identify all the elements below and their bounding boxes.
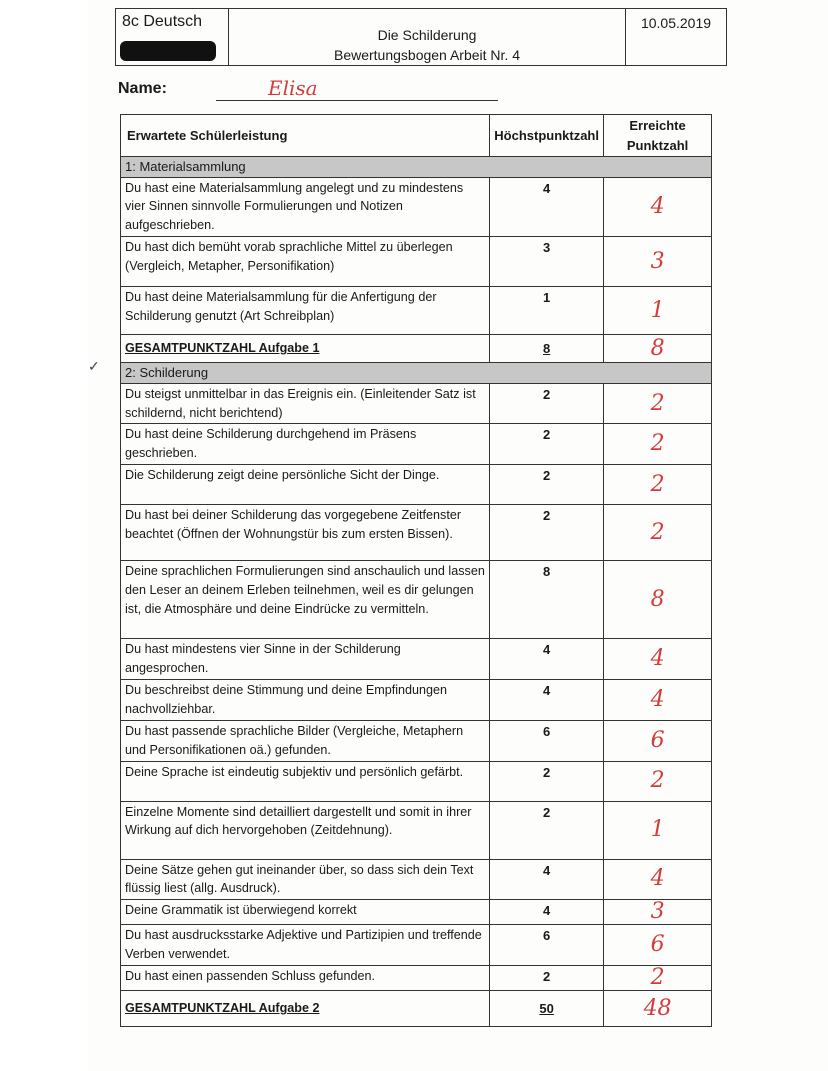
max-points: 1 (490, 287, 604, 335)
achieved-points: 8 (604, 561, 712, 639)
achieved-points: 4 (604, 177, 712, 237)
achieved-points: 2 (604, 966, 712, 991)
name-row (118, 76, 498, 104)
criterion-row (121, 505, 712, 561)
criterion-text: Du hast dich bemüht vorab sprachliche Mittel zu überlegen (Vergleich, Metapher, Personifikation) (121, 237, 490, 287)
class-label: 8c Deutsch (122, 13, 203, 30)
criterion-row (121, 561, 712, 639)
achieved-points: 1 (604, 801, 712, 859)
achieved-points: 2 (604, 761, 712, 801)
criterion-text: Du steigst unmittelbar in das Ereignis ein. (Einleitender Satz ist schildernd, nicht berichtend) (121, 383, 490, 424)
total-label: GESAMTPUNKTZAHL Aufgabe 1 (121, 335, 490, 363)
date-cell (625, 9, 726, 65)
criterion-text: Du hast ausdrucksstarke Adjektive und Partizipien und treffende Verben verwendet. (121, 925, 490, 966)
criterion-row (121, 465, 712, 505)
section-row (121, 363, 712, 384)
max-points: 2 (490, 505, 604, 561)
max-points: 2 (490, 383, 604, 424)
max-points: 4 (490, 177, 604, 237)
max-points: 4 (490, 859, 604, 900)
total-max: 8 (490, 335, 604, 363)
criterion-row (121, 287, 712, 335)
total-row (121, 335, 712, 363)
redaction-mark (120, 41, 216, 61)
criterion-text: Deine Sätze gehen gut ineinander über, so dass sich dein Text flüssig liest (allg. Ausdruck). (121, 859, 490, 900)
criterion-text: Du hast bei deiner Schilderung das vorgegebene Zeitfenster beachtet (Öffnen der Wohnungstür bis zum ersten Bissen). (121, 505, 490, 561)
criterion-row (121, 424, 712, 465)
total-label: GESAMTPUNKTZAHL Aufgabe 2 (121, 991, 490, 1027)
max-points: 2 (490, 424, 604, 465)
criterion-text: Du hast passende sprachliche Bilder (Vergleiche, Metaphern und Personifikationen oä.) gefunden. (121, 720, 490, 761)
header-achieved: Erreichte Punktzahl (604, 115, 712, 157)
max-points: 2 (490, 966, 604, 991)
section-title: 2: Schilderung (121, 363, 712, 384)
criterion-row (121, 900, 712, 925)
max-points: 4 (490, 680, 604, 721)
achieved-points: 2 (604, 505, 712, 561)
criterion-text: Du hast deine Materialsammlung für die Anfertigung der Schilderung genutzt (Art Schreibplan) (121, 287, 490, 335)
criterion-row (121, 966, 712, 991)
criterion-row (121, 177, 712, 237)
achieved-points: 2 (604, 465, 712, 505)
section-row (121, 157, 712, 178)
criterion-row (121, 925, 712, 966)
max-points: 6 (490, 720, 604, 761)
student-name: Elisa (268, 76, 318, 100)
criterion-row (121, 383, 712, 424)
criterion-row (121, 237, 712, 287)
criterion-text: Deine sprachlichen Formulierungen sind anschaulich und lassen den Leser an deinem Erleben teilnehmen, weil es dir gelungen ist, die Atmosphäre und deine Eindrücke zu vermitteln. (121, 561, 490, 639)
achieved-points: 3 (604, 237, 712, 287)
criterion-text: Die Schilderung zeigt deine persönliche Sicht der Dinge. (121, 465, 490, 505)
name-underline (216, 100, 498, 101)
achieved-points: 4 (604, 859, 712, 900)
name-label: Name: (118, 80, 167, 97)
total-achieved: 8 (604, 335, 712, 363)
achieved-points: 4 (604, 639, 712, 680)
total-row (121, 991, 712, 1027)
document-subtitle: Bewertungsbogen Arbeit Nr. 4 (333, 47, 520, 63)
criterion-row (121, 639, 712, 680)
achieved-points: 2 (604, 424, 712, 465)
criterion-text: Einzelne Momente sind detailliert dargestellt und somit in ihrer Wirkung auf dich hervorgehoben (Zeitdehnung). (121, 801, 490, 859)
grading-table (120, 114, 712, 1027)
document-title: Die Schilderung (377, 27, 477, 43)
achieved-points: 4 (604, 680, 712, 721)
criterion-text: Du beschreibst deine Stimmung und deine Empfindungen nachvollziehbar. (121, 680, 490, 721)
criterion-text: Du hast deine Schilderung durchgehend im Präsens geschrieben. (121, 424, 490, 465)
criterion-text: Du hast mindestens vier Sinne in der Schilderung angesprochen. (121, 639, 490, 680)
header-criteria: Erwartete Schülerleistung (121, 115, 490, 157)
criterion-row (121, 680, 712, 721)
max-points: 4 (490, 639, 604, 680)
achieved-points: 6 (604, 925, 712, 966)
max-points: 3 (490, 237, 604, 287)
total-achieved: 48 (604, 991, 712, 1027)
max-points: 6 (490, 925, 604, 966)
title-cell (229, 9, 625, 65)
section-title: 1: Materialsammlung (121, 157, 712, 178)
achieved-points: 6 (604, 720, 712, 761)
criterion-row (121, 801, 712, 859)
criterion-row (121, 720, 712, 761)
max-points: 2 (490, 801, 604, 859)
achieved-points: 2 (604, 383, 712, 424)
max-points: 2 (490, 465, 604, 505)
criterion-text: Du hast eine Materialsammlung angelegt und zu mindestens vier Sinnen sinnvolle Formulierungen und Notizen aufgeschrieben. (121, 177, 490, 237)
criterion-row (121, 859, 712, 900)
document-date: 10.05.2019 (640, 15, 712, 31)
criterion-text: Deine Grammatik ist überwiegend korrekt (121, 900, 490, 925)
achieved-points: 1 (604, 287, 712, 335)
max-points: 2 (490, 761, 604, 801)
criterion-text: Du hast einen passenden Schluss gefunden. (121, 966, 490, 991)
max-points: 4 (490, 900, 604, 925)
achieved-points: 3 (604, 900, 712, 925)
header-max: Höchstpunktzahl (490, 115, 604, 157)
max-points: 8 (490, 561, 604, 639)
document-header (115, 8, 727, 66)
criterion-row (121, 761, 712, 801)
criterion-text: Deine Sprache ist eindeutig subjektiv und persönlich gefärbt. (121, 761, 490, 801)
table-header-row (121, 115, 712, 157)
check-mark: ✓ (88, 358, 100, 374)
total-max: 50 (490, 991, 604, 1027)
class-cell (116, 9, 229, 65)
